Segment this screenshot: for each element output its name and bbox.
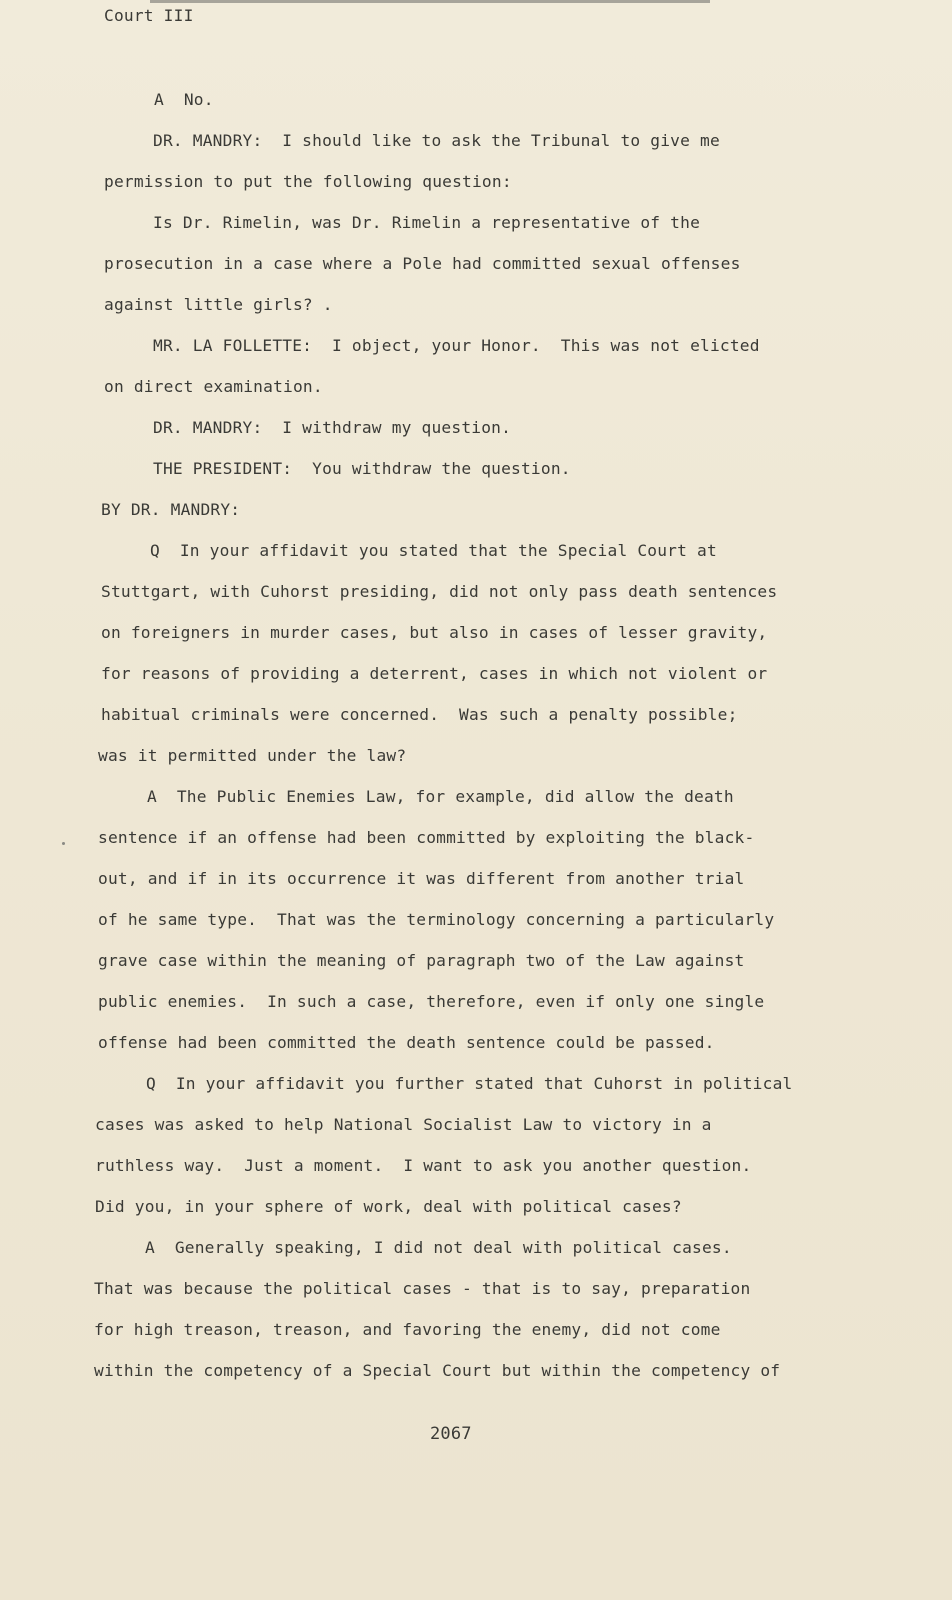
text-line: BY DR. MANDRY: [101,500,241,519]
text-line: out, and if in its occurrence it was different from another trial [98,869,745,888]
text-line: ruthless way. Just a moment. I want to ask you another question. [95,1156,752,1175]
text-line: Is Dr. Rimelin, was Dr. Rimelin a representative of the [153,213,701,232]
text-line: MR. LA FOLLETTE: I object, your Honor. This was not elicted [153,336,760,355]
court-header: Court III [104,6,194,25]
text-line: THE PRESIDENT: You withdraw the question. [153,459,571,478]
text-line: within the competency of a Special Court but within the competency of [94,1361,781,1380]
text-line: Stuttgart, with Cuhorst presiding, did not only pass death sentences [101,582,778,601]
text-line: A No. [154,90,214,109]
text-line: Q In your affidavit you further stated that Cuhorst in political [146,1074,793,1093]
text-line: That was because the political cases - that is to say, preparation [94,1279,751,1298]
text-line: Q In your affidavit you stated that the Special Court at [150,541,717,560]
text-line: for reasons of providing a deterrent, cases in which not violent or [101,664,768,683]
text-line: on foreigners in murder cases, but also in cases of lesser gravity, [101,623,768,642]
text-line: against little girls? . [104,295,333,314]
text-line: on direct examination. [104,377,323,396]
text-line: cases was asked to help National Socialist Law to victory in a [95,1115,712,1134]
text-line: Did you, in your sphere of work, deal with political cases? [95,1197,682,1216]
text-line: sentence if an offense had been committed by exploiting the black- [98,828,755,847]
text-line: DR. MANDRY: I withdraw my question. [153,418,512,437]
top-edge-mark [150,0,710,3]
text-line: offense had been committed the death sentence could be passed. [98,1033,715,1052]
text-line: for high treason, treason, and favoring the enemy, did not come [94,1320,721,1339]
text-line: habitual criminals were concerned. Was such a penalty possible; [101,705,738,724]
text-line: prosecution in a case where a Pole had committed sexual offenses [104,254,741,273]
page-number: 2067 [430,1424,472,1444]
text-line: A The Public Enemies Law, for example, did allow the death [147,787,734,806]
text-line: of he same type. That was the terminology concerning a particularly [98,910,775,929]
text-line: was it permitted under the law? [98,746,407,765]
text-line: grave case within the meaning of paragraph two of the Law against [98,951,745,970]
text-line: permission to put the following question: [104,172,512,191]
text-line: A Generally speaking, I did not deal with political cases. [145,1238,732,1257]
margin-dot [62,842,65,845]
text-line: DR. MANDRY: I should like to ask the Tribunal to give me [153,131,720,150]
text-line: public enemies. In such a case, therefore, even if only one single [98,992,765,1011]
